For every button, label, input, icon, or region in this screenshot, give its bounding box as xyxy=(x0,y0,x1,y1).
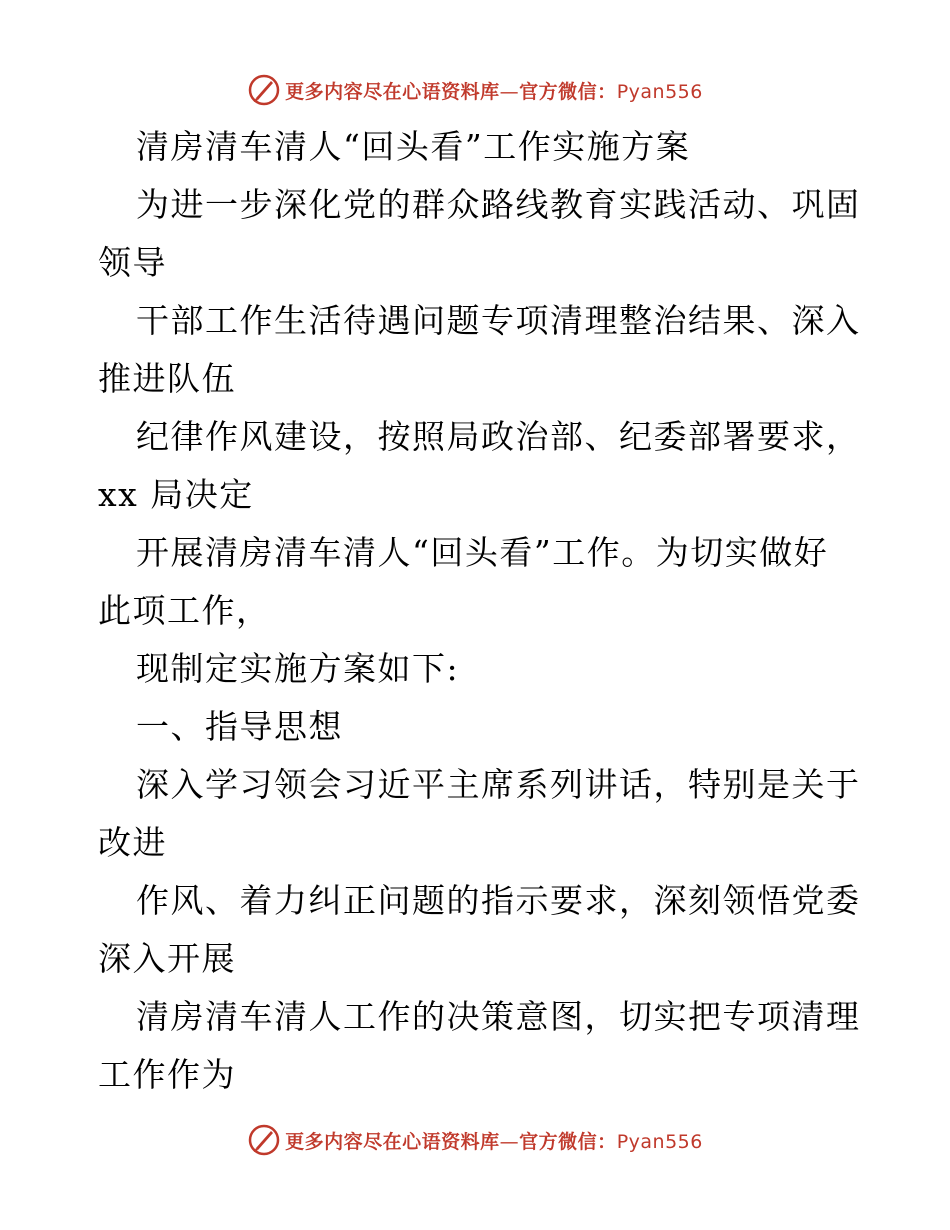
watermark-separator: — xyxy=(499,1130,520,1153)
watermark-footer xyxy=(0,1120,950,1160)
paragraph-line: 推进队伍 xyxy=(98,359,236,398)
paragraph-line: xx 局决定 xyxy=(98,475,254,514)
watermark-suffix: 官方微信： xyxy=(519,80,617,103)
paragraph-line: 清房清车清人工作的决策意图，切实把专项清理 xyxy=(136,997,861,1036)
watermark-title: 更多内容尽在心语资料库 xyxy=(285,1130,500,1153)
paragraph-line: 工作作为 xyxy=(98,1055,236,1094)
quill-logo-icon xyxy=(247,1123,281,1157)
watermark-text xyxy=(285,1127,703,1154)
watermark-separator: — xyxy=(499,80,520,103)
watermark-wechat-id: Pyan556 xyxy=(616,80,703,103)
paragraph-line: 作风、着力纠正问题的指示要求，深刻领悟党委 xyxy=(136,881,861,920)
paragraph-line: 深入开展 xyxy=(98,939,236,978)
quill-logo-icon xyxy=(247,73,281,107)
watermark-text xyxy=(285,77,703,104)
paragraph-line: 干部工作生活待遇问题专项清理整治结果、深入 xyxy=(136,301,861,340)
paragraph-line: 深入学习领会习近平主席系列讲话，特别是关于 xyxy=(136,765,861,804)
paragraph-line: 改进 xyxy=(98,823,167,862)
paragraph-line: 纪律作风建设，按照局政治部、纪委部署要求， xyxy=(136,417,861,456)
paragraph-line: 为进一步深化党的群众路线教育实践活动、巩固 xyxy=(136,185,861,224)
paragraph-line: 领导 xyxy=(98,243,167,282)
watermark-wechat-id: Pyan556 xyxy=(616,1130,703,1153)
paragraph-line: 现制定实施方案如下: xyxy=(136,649,460,688)
watermark-title: 更多内容尽在心语资料库 xyxy=(285,80,500,103)
watermark-suffix: 官方微信： xyxy=(519,1130,617,1153)
document-body xyxy=(98,118,861,1104)
section-heading: 一、指导思想 xyxy=(136,707,343,746)
watermark-header xyxy=(0,70,950,110)
paragraph-line: 此项工作， xyxy=(98,591,271,630)
paragraph-line: 开展清房清车清人“回头看”工作。为切实做好 xyxy=(136,533,829,572)
document-title: 清房清车清人“回头看”工作实施方案 xyxy=(136,127,691,166)
